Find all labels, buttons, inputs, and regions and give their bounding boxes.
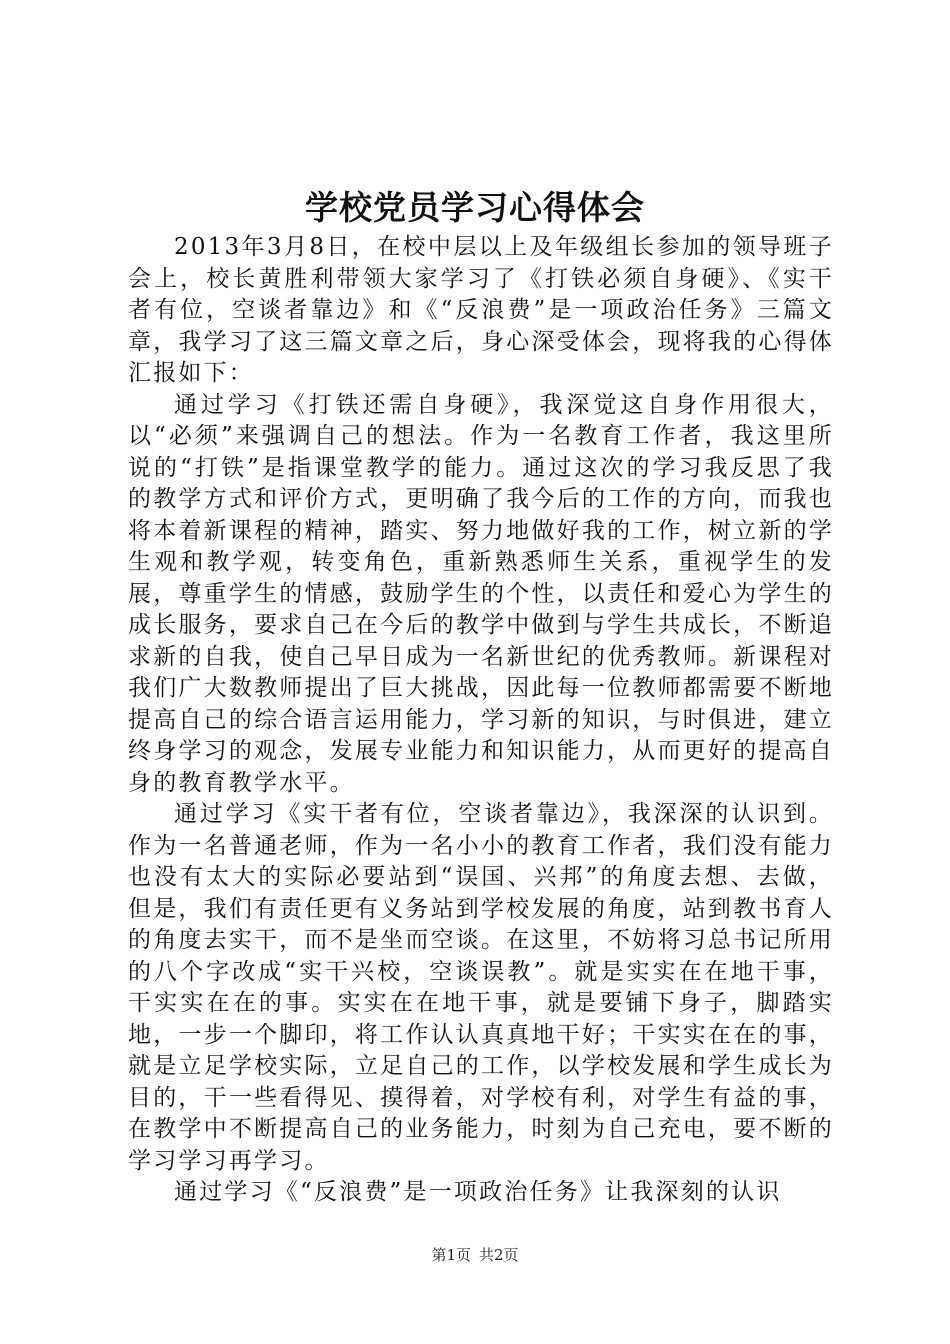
paragraph-practical-work: 通过学习《实干者有位，空谈者靠边》，我深深的认识到。作为一名普通老师，作为一名小小的教育工作者，我们没有能力也没有太大的实际必要站到“误国、兴邦”的角度去想、去做，但是，我们有责任更有义务站到学校发展的角度，站到教书育人的角度去实干，而不是坐而空谈。在这里，不妨将习总书记所用的八个字改成“实干兴校，空谈误教”。就是实实在在地干事，干实实在在的事。实实在在地干事，就是要铺下身子，脚踏实地，一步一个脚印，将工作认认真真地干好；干实实在在的事，就是立足学校实际，立足自己的工作，以学校发展和学生成长为目的，干一些看得见、摸得着，对学校有利，对学生有益的事，在教学中不断提高自己的业务能力，时刻为自己充电，要不断的学习学习再学习。 xyxy=(128,801,834,1174)
document-body xyxy=(128,232,834,1209)
document-title: 学校党员学习心得体会 xyxy=(305,188,645,227)
page-number: 第1页 xyxy=(431,1246,471,1264)
page-footer xyxy=(0,1245,950,1265)
paragraph-self-discipline: 通过学习《打铁还需自身硬》，我深觉这自身作用很大，以“必须”来强调自己的想法。作为一名教育工作者，我这里所说的“打铁”是指课堂教学的能力。通过这次的学习我反思了我的教学方式和评价方式，更明确了我今后的工作的方向，而我也将本着新课程的精神，踏实、努力地做好我的工作，树立新的学生观和教学观，转变角色，重新熟悉师生关系，重视学生的发展，尊重学生的情感，鼓励学生的个性，以责任和爱心为学生的成长服务，要求自己在今后的教学中做到与学生共成长，不断追求新的自我，使自己早日成为一名新世纪的优秀教师。新课程对我们广大数教师提出了巨大挑战，因此每一位教师都需要不断地提高自己的综合语言运用能力，学习新的知识，与时俱进，建立终身学习的观念，发展专业能力和知识能力，从而更好的提高自身的教育教学水平。 xyxy=(128,391,834,796)
page-total: 共2页 xyxy=(479,1246,519,1264)
paragraph-intro: 2013年3月8日，在校中层以上及年级组长参加的领导班子会上，校长黄胜利带领大家学习了《打铁必须自身硬》、《实干者有位，空谈者靠边》和《“反浪费”是一项政治任务》三篇文章，我学习了这三篇文章之后，身心深受体会，现将我的心得体汇报如下： xyxy=(128,234,834,386)
paragraph-anti-waste: 通过学习《“反浪费”是一项政治任务》让我深刻的认识 xyxy=(174,1179,782,1205)
